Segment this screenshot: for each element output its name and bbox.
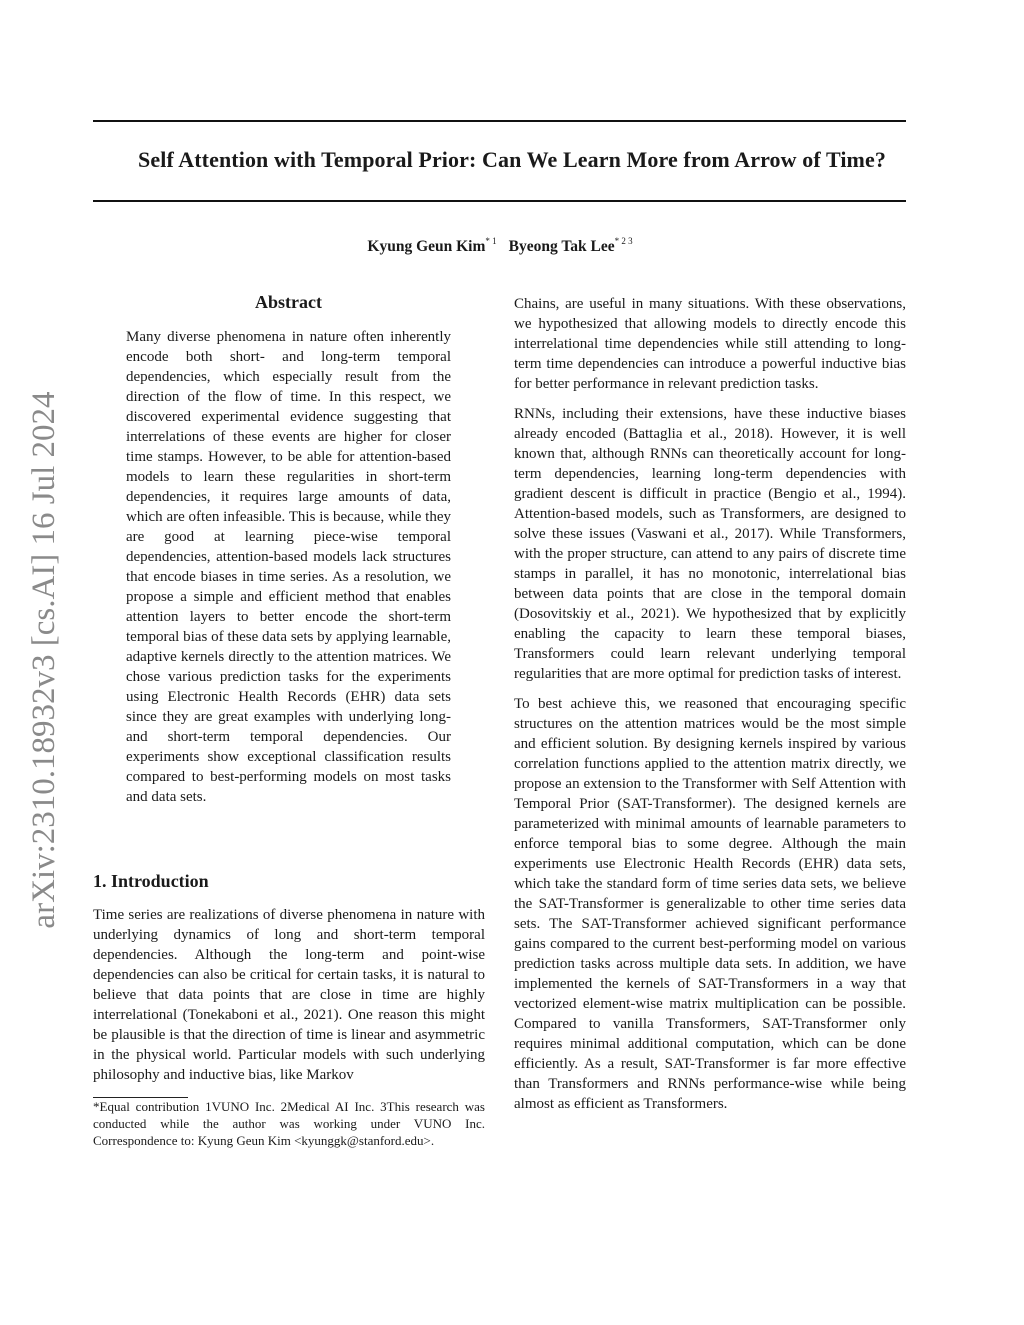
body-paragraph: Time series are realizations of diverse phenomena in nature with underlying dynamics of long and short-term temporal dependencies. Although the long-term and point-wise dependencies can also be critical for certain tasks, it is natural to believe that data points that are close in time are highly interrelational (Tonekaboni et al., 2021). One reason this might be plausible is that the direction of time is linear and asymmetric in the physical world. Particular models with such underlying philosophy and inductive bias, like Markov [93, 907, 485, 1083]
body-paragraph: Chains, are useful in many situations. With these observations, we hypothesized that allowing models to directly encode this interrelational time dependencies while still attending to long-term time dependencies can introduce a powerful inductive bias for better performance in relevant prediction tasks. [514, 296, 906, 392]
body-paragraph: RNNs, including their extensions, have these inductive biases already encoded (Battaglia et al., 2018). However, it is well known that, although RNNs can theoretically account for long-term dependencies, learning long-term dependencies with gradient descent is difficult in practice (Bengio et al., 1994). Attention-based models, such as Transformers, are designed to solve these issues (Vaswani et al., 2017). While Transformers, with the proper structure, can attend to any pairs of discrete time stamps in parallel, it has no monotonic, interrelational bias between data points that are close in the temporal domain (Dosovitskiy et al., 2021). We hypothesized that by explicitly enabling the capacity to learn these temporal biases, Transformers could learn relevant underlying temporal regularities that are more optimal for prediction tasks of interest. [514, 406, 906, 682]
introduction-right-column [514, 294, 906, 1114]
abstract-section [126, 327, 451, 807]
title-rule-bottom [93, 200, 906, 202]
author-list [0, 236, 1000, 256]
footnote-text: *Equal contribution 1VUNO Inc. 2Medical AI Inc. 3This research was conducted while the author was working under VUNO Inc. Correspondence to: Kyung Geun Kim <kyunggk@stanford.edu>. [93, 1099, 485, 1148]
body-paragraph: To best achieve this, we reasoned that encouraging specific structures on the attention matrices would be the most simple and efficient solution. By designing kernels inspired by various correlation functions applied to the attention matrix directly, we propose an extension to the Transformer with Self Attention with Temporal Prior (SAT-Transformer). The designed kernels are parameterized with minimal amounts of learnable parameters to enforce temporal bias to some degree. Although the main experiments use Electronic Health Records (EHR) data sets, which take the standard form of time series data sets, we believe the SAT-Transformer is generalizable to other time series data sets. The SAT-Transformer achieved significant performance gains compared to the current best-performing model on various prediction tasks across multiple data sets. In addition, we have implemented the kernels of SAT-Transformers in a way that vectorized element-wise matrix multiplication can be possible. Compared to vanilla Transformers, SAT-Transformer only requires minimal additional computation, which can be done efficiently. As a result, SAT-Transformer is far more effective than Transformers and RNNs performance-wise while being almost as efficient as Transformers. [514, 696, 906, 1112]
arxiv-identifier: arXiv:2310.18932v3 [cs.AI] 16 Jul 2024 [26, 391, 62, 929]
abstract-text: Many diverse phenomena in nature often inherently encode both short- and long-term temporal dependencies, which especially result from the direction of the flow of time. In this respect, we discovered experimental evidence suggesting that interrelations of these events are higher for closer time stamps. However, to be able for attention-based models to learn these regularities in short-term dependencies, it requires large amounts of data, which are often infeasible. This is because, while they are good at learning piece-wise temporal dependencies, attention-based models lack structures that encode biases in time series. As a resolution, we propose a simple and efficient method that enables attention layers to better encode the short-term temporal bias of these data sets by applying learnable, adaptive kernels directly to the attention matrices. We chose various prediction tasks for the experiments using Electronic Health Records (EHR) data sets since they are great examples with underlying long- and short-term temporal dependencies. Our experiments show exceptional classification results compared to best-performing models on most tasks and data sets. [126, 329, 451, 805]
author-name: Byeong Tak Lee [508, 238, 615, 255]
footnote-block [93, 1098, 485, 1149]
author-name: Kyung Geun Kim [367, 238, 486, 255]
introduction-left-column [93, 905, 485, 1085]
author-affiliation-marks: * 1 [485, 236, 497, 246]
paper-title: Self Attention with Temporal Prior: Can We Learn More from Arrow of Time? [138, 147, 886, 172]
title-rule-top [93, 120, 906, 122]
abstract-heading: Abstract [255, 292, 322, 312]
author-affiliation-marks: * 2 3 [614, 236, 633, 246]
section-heading-introduction: 1. Introduction [93, 871, 209, 891]
